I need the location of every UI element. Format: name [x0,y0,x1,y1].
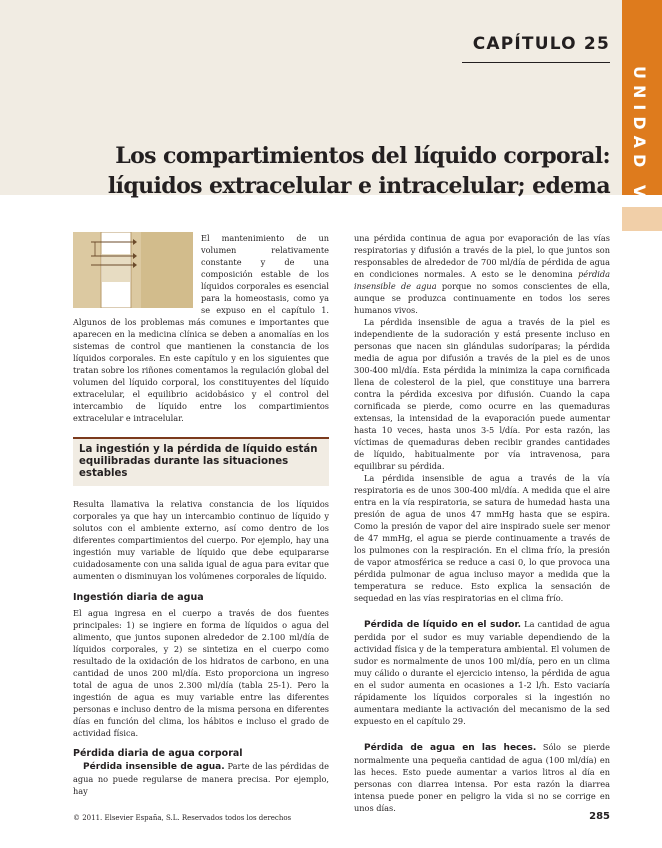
unit-label: UNIDAD V [630,66,649,204]
intro-paragraph: El mantenimiento de un volumen relativamente constante y de una composición estable de los líquidos corporales es esencial para la homeostasis, como ya se expuso en el capítulo 1. Algunos de los problemas más comunes e importantes que aparecen en la medicina clínica se deben a anomalías en los sistemas de control que mantienen la constancia de los líquidos corporales. En este capítulo y en los siguientes que tratan sobre los riñones comentamos la regulación global del volumen del líquido corporal, los constituyentes del líquido extracelular, el equilibrio acidobásico y el control del intercambio de líquido entre los compartimientos extracelular e intracelular. [73,233,329,423]
left-column [73,232,329,797]
sweat-run-head: Pérdida de líquido en el sudor. [364,620,522,630]
chapter-rule [462,62,610,63]
insensible-continuation [354,232,610,316]
feces-paragraph [354,741,610,814]
unit-tab [622,0,662,204]
loss-heading: Pérdida diaria de agua corporal [73,748,243,759]
sweat-paragraph [354,618,610,727]
insensible-paragraph-start [73,760,329,797]
title-line-2: líquidos extracelular e intracelular; edema [107,172,610,199]
intake-paragraph: El agua ingresa en el cuerpo a través de dos fuentes principales: 1) se ingiere en forma de líquidos o agua del alimento, que juntos suponen alrededor de 2.100 ml/día de líquidos corporales, y 2) se sintetiza en el cuerpo como resultado de la oxidación de los hidratos de carbono, en una cantidad de unos 200 ml/día. Esto proporciona un ingreso total de agua de unos 2.300 ml/día (tabla 25-1). Pero la ingestión de agua es muy variable entre las diferentes personas e incluso dentro de la misma persona en diferentes días en función del clima, los hábitos e incluso el grado de actividad física. [73,608,329,738]
title-line-1: Los compartimientos del líquido corporal: [115,142,610,169]
skin-loss-paragraph: La pérdida insensible de agua a través de la piel es independiente de la sudoración y está presente incluso en personas que nacen sin glándulas sudoríparas; la pérdida media de agua por difusión a través de la piel es de unos 300-400 ml/día. Esta pérdida la minimiza la capa cornificada llena de colesterol de la piel, que constituye una barrera contra la pérdida excesiva por difusión. Cuando la capa cornificada se pierde, como ocurre en las quemaduras extensas, la intensidad de la evaporación puede aumentar hasta 10 veces, hasta unos 3-5 l/día. Por esta razón, las víctimas de quemaduras deben recibir grandes cantidades de líquido, habitualmente por vía intravenosa, para equilibrar su pérdida. [354,317,610,471]
insensible-run-head: Pérdida insensible de agua. [83,762,225,772]
insensible-text-b: porque no somos conscientes de ella, aunque se produzca continuamente en todos los seres humanos vivos. [354,281,611,315]
section-heading-box [73,437,329,486]
feces-text: Sólo se pierde normalmente una pequeña cantidad de agua (100 ml/día) en las heces. Esto puede aumentar a varios litros al día en personas con diarrea intensa. Por esta razón la diarrea intensa puede poner en peligro la vida si no se corrige en unos días. [354,742,610,813]
footer-copyright: © 2011. Elsevier España, S.L. Reservados todos los derechos [73,814,292,822]
insensible-text-left: Parte de las pérdidas de agua no puede regularse de manera precisa. Por ejemplo, hay [73,761,329,796]
compartments-diagram-icon [73,232,193,308]
section-paragraph: Resulta llamativa la relativa constancia de los líquidos corporales ya que hay un intercambio continuo de líquido y solutos con el ambiente externo, así como dentro de los diferentes compartimientos del cuerpo. Por ejemplo, hay una ingestión muy variable de líquido que debe equipararse cuidadosamente con una salida igual de agua para evitar que aumenten o disminuyan los volúmenes corporales de líquido. [73,499,329,581]
page-number: 285 [589,811,610,822]
section-heading: La ingestión y la pérdida de líquido están equilibradas durante las situaciones estables [79,444,318,479]
feces-run-head: Pérdida de agua en las heces. [364,743,537,753]
insensible-text-a: una pérdida continua de agua por evaporación de las vías respiratorias y difusión a través de la piel, lo que juntos son responsables de alrededor de 700 ml/día de pérdida de agua en condiciones normales. A esto se le denomina [354,233,610,279]
respiratory-loss-paragraph: La pérdida insensible de agua a través de la vía respiratoria es de unos 300-400 ml/día. A medida que el aire entra en la vía respiratoria, se satura de humedad hasta una presión de agua de unos 47 mmHg hasta que se espira. Como la presión de vapor del aire inspirado suele ser menor de 47 mmHg, el agua se pierde continuamente a través de los pulmones con la respiración. En el clima frío, la presión de vapor atmosférica se reduce a casi 0, lo que provoca una pérdida pulmonar de agua incluso mayor a medida que la temperatura se reduce. Esto explica la sensación de sequedad en las vías respiratorias en el clima frío. [354,473,610,603]
chapter-label: CAPÍTULO 25 [472,34,610,54]
right-column [354,232,610,814]
intake-heading: Ingestión diaria de agua [73,592,204,603]
insensible-term: pérdida insensible de agua [354,269,610,291]
chapter-figure-illustration [73,232,193,308]
sweat-text: La cantidad de agua perdida por el sudor es muy variable dependiendo de la actividad física y de la temperatura ambiental. El volumen de sudor es normalmente de unos 100 ml/día, pero en un clima muy cálido o durante el ejercicio intenso, la pérdida de agua en el sudor aumenta en ocasiones a 1-2 l/h. Esto vaciaría rápidamente los líquidos corporales si la ingestión no aumentara mediante la activación del mecanismo de la sed expuesto en el capítulo 29. [354,619,611,726]
unit-tab-accent [622,207,662,231]
chapter-title [90,141,610,201]
